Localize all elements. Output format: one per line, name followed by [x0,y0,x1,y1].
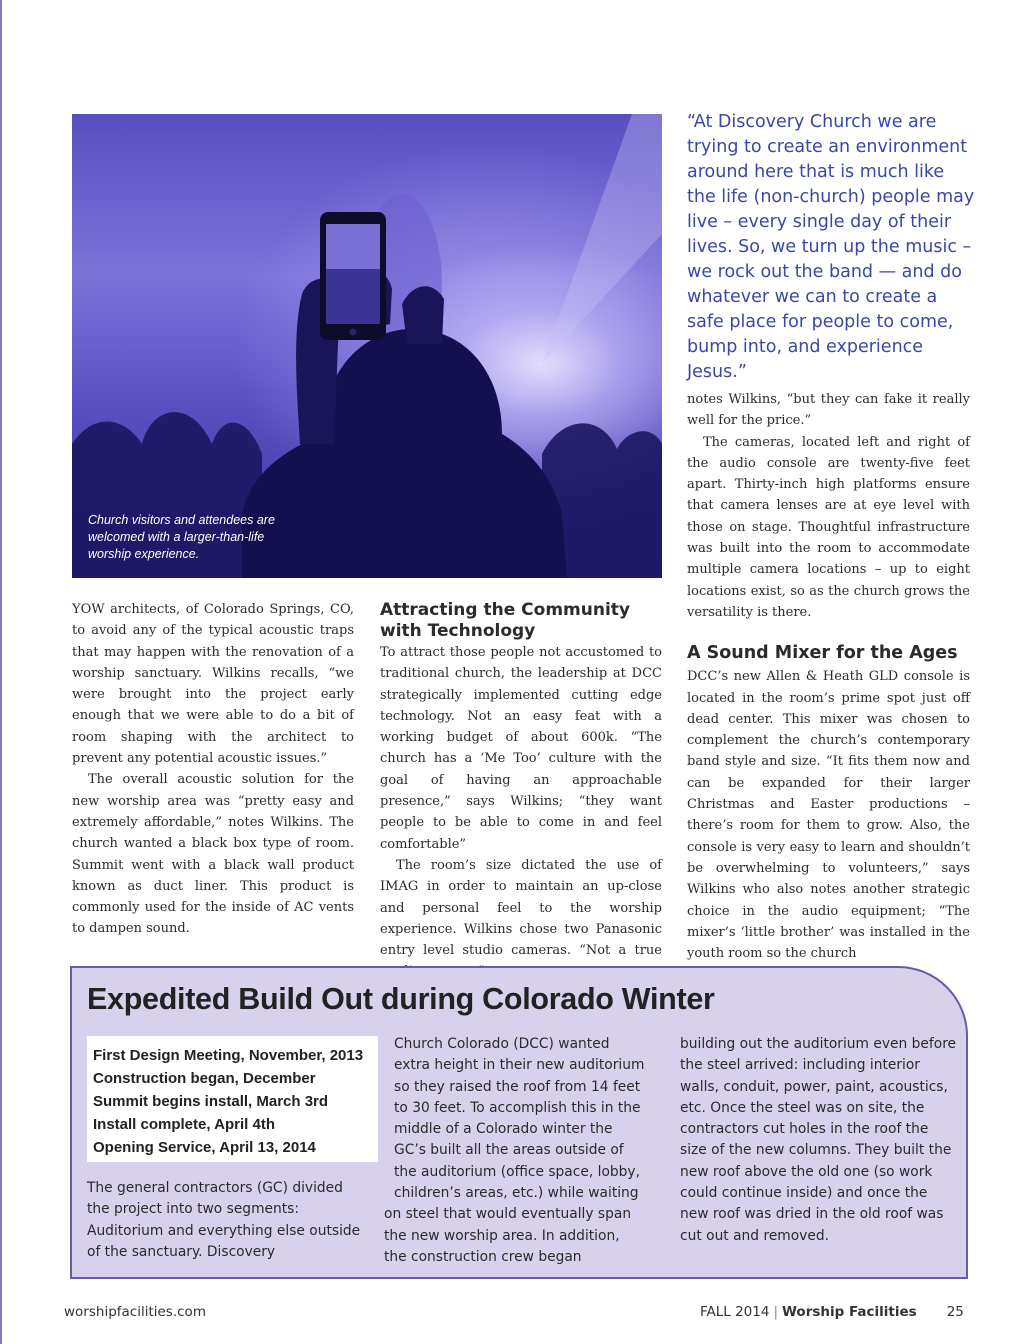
footer-website: worshipfacilities.com [64,1304,206,1320]
sidebar-text-1: The general contractors (GC) divided the project into two segments: Auditorium and everything else outside of the sanctuary. Discovery [87,1180,361,1260]
footer-issue: FALL 2014 [700,1304,770,1320]
sidebar-text-3: building out the auditorium even before the steel arrived: including interior walls, conduit, power, paint, acoustics, etc. Once the steel was on site, the contractors cut holes in the roof the size of the new columns. They built the new roof above the old one (so work could continue inside) and once the new roof was dried in the old roof was cut out and removed. [680,1036,957,1244]
sidebar-line: GC’s built all the areas outside of [394,1142,624,1159]
section-heading-sound-mixer: A Sound Mixer for the Ages [687,643,958,664]
sidebar-title: Expedited Build Out during Colorado Winter [87,982,715,1016]
sidebar-box [70,966,968,1279]
section-heading-community: Attracting the Community with Technology [380,600,630,641]
timeline-item: Opening Service, April 13, 2014 [93,1139,316,1156]
footer-issue-info: FALL 2014 | Worship Facilities 25 [700,1304,964,1320]
article-column-3 [687,389,970,964]
sidebar-line: the construction crew began [384,1248,582,1265]
sidebar-line: the auditorium (office space, lobby, [394,1163,640,1180]
paragraph: notes Wilkins, “but they can fake it really well for the price.” [687,392,970,429]
article-column-1 [72,599,354,940]
sidebar-line: middle of a Colorado winter the [394,1121,613,1138]
paragraph: To attract those people not accustomed to traditional church, the leadership at DCC strategically implemented cutting edge technology. Not an easy feat with a working budget of about 600k. “The church has a ‘Me Too’ culture with the goal of having an approachable presence,” says Wilkins; “they want people to be able to come in and feel comfortable” [380,645,662,852]
concert-photo [72,114,662,578]
sidebar-line: to 30 feet. To accomplish this in the [394,1099,641,1116]
paragraph: The overall acoustic solution for the new worship area was “pretty easy and extremely affordable,” notes Wilkins. The church wanted a black box type of room. Summit went with a black wall product known as duct liner. This product is commonly used for the inside of AC vents to dampen sound. [72,772,354,937]
photo-caption: Church visitors and attendees are welcomed with a larger-than-life worship experience. [88,513,275,561]
page-edge-rule [0,0,2,1344]
concert-illustration [72,114,662,578]
article-column-2 [380,600,662,983]
timeline-item: Install complete, April 4th [93,1116,275,1133]
sidebar-line: extra height in their new auditorium [394,1057,645,1074]
sidebar-line: Church Colorado (DCC) wanted [394,1036,610,1052]
timeline-item: Summit begins install, March 3rd [93,1093,329,1110]
paragraph: DCC’s new Allen & Heath GLD console is located in the room’s prime spot just off dead center. This mixer was chosen to complement the church’s contemporary band style and size. “It fits them now and can be expanded for their larger Christmas and Easter productions – there’s room for them to grow. Also, the console is very easy to learn and shouldn’t be overwhelming to volunteers,” says Wilkins who also notes another strategic choice in the audio equipment; “The mixer’s ‘little brother’ was installed in the youth room so the church [687,669,970,962]
sidebar-line: the new worship area. In addition, [384,1227,620,1244]
footer-publication: Worship Facilities [782,1304,917,1320]
sidebar-line: children’s areas, etc.) while waiting [394,1185,639,1202]
sidebar-line: so they raised the roof from 14 feet [394,1078,641,1095]
paragraph: YOW architects, of Colorado Springs, CO, to avoid any of the typical acoustic traps that may happen with the renovation of a worship sanctuary. Wilkins recalls, “we were brought into the project early enough that we were able to do a bit of room shaping with the architect to prevent any potential acoustic issues.” [72,602,354,767]
page-number: 25 [946,1304,964,1320]
timeline-box [87,1036,378,1162]
sidebar-line: on steel that would eventually span [384,1206,632,1223]
timeline-item: Construction began, December [93,1070,316,1087]
timeline-item: First Design Meeting, November, 2013 [93,1047,364,1064]
paragraph: The room’s size dictated the use of IMAG in order to maintain an up-close and personal feel to the worship experience. Wilkins chose two Panasonic entry level studio cameras. “Not a true [380,857,662,959]
paragraph: The cameras, located left and right of the audio console are twenty-five feet apart. Thirty-inch high platforms ensure that camera lenses are at eye level with those on stage. Thoughtful infrastructure was built into the room to accommodate multiple camera locations – up to eight locations exist, so as the church grows the versatility is there. [687,434,970,620]
sidebar-text-2 [384,1034,666,1268]
pull-quote: “At Discovery Church we are trying to create an environment around here that is much like the life (non-church) people may live – every single day of their lives. So, we turn up the music – we rock out the band — and do whatever we can to create a safe place for people to come, bump into, and experience Jesus.” [687,112,975,382]
